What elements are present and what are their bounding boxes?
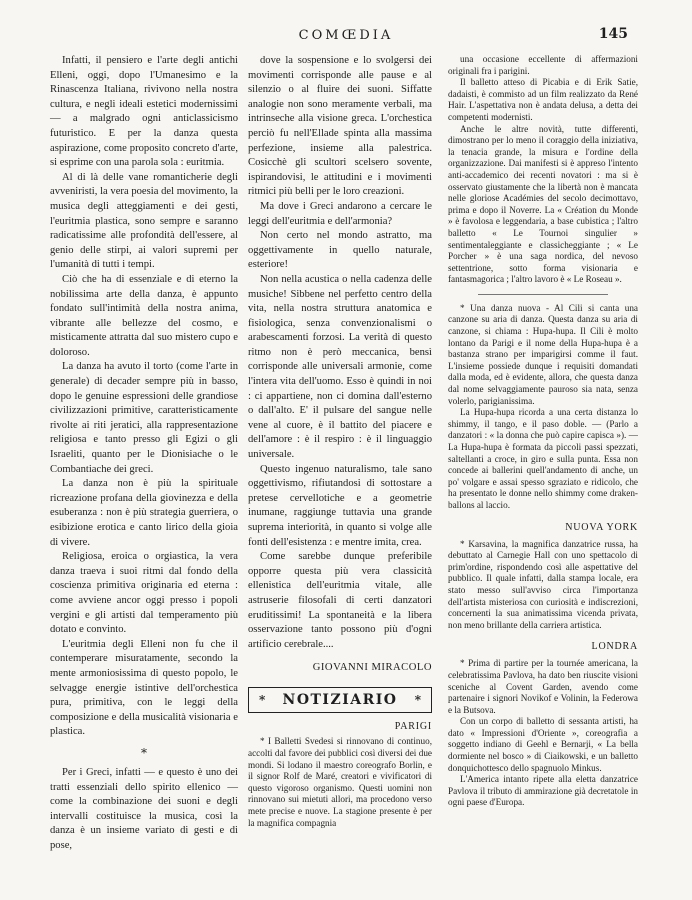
page-header (0, 26, 692, 46)
section-title: NOTIZIARIO (282, 692, 398, 709)
city-heading-new-york: NUOVA YORK (565, 521, 638, 533)
paragraph: Religiosa, eroica o orgiastica, la vera danza traeva i suoi ritmi dal fondo della coscienza primitiva originaria ed eterna : come avviene ancor oggi presso i popoli vergini e gli artisti dal temperamento più dotato e convinto. (50, 551, 238, 636)
paragraph: La danza ha avuto il torto (come l'arte in generale) di decader sempre più in basso, dopo le genuine espressioni delle grandiose civilizzazioni primitive, caratteristicamente rivolte ai riti jeratici, alla rappresentazione religiosa e tanto presso gli Egizi o gli Israeliti, quanto per le Dionisiache o le Combantiache dei greci. (50, 361, 238, 475)
paragraph: Come sarebbe dunque preferibile opporre questa più vera classicità ellenistica dell'euritmia vitale, alle astruserie filosofali di certi danzatori eruditissimi! La spontaneità e la libera osservazione tanto possono più d'ogni artificio cerebrale.... (248, 551, 432, 650)
news-paragraph: * I Balletti Svedesi si rinnovano di continuo, accolti dal favore dei pubblici così diversi dei due mondi. Si lodano il maestro coreografo Borlin, e il signor Rolf de Maré, creatori e vivificatori di questo vigoroso organismo. Questi uomini non rinnovano sui mietuti allori, ma procedono verso mete precise e nuove. La stagione presente è per la magnifica compagnia (248, 736, 432, 828)
paragraph: Ciò che ha di essenziale e di eterno la nobilissima arte della danza, è appunto fondato sull'intimità della nostra anima, vibrante alle bellezze del cosmo, e misticamente attratta dal suo mistero cupo e doloroso. (50, 273, 238, 358)
author-signature: GIOVANNI MIRACOLO (312, 662, 432, 674)
paragraph: L'euritmia degli Elleni non fu che il contemperare misuratamente, secondo la mente armoniosissima di questo popolo, le selvagge energie istintive dell'orchestica pura, primitiva, con le leggi della composizione e della musicalità visionaria e plastica. (50, 638, 238, 738)
notiziario-heading-box (248, 687, 432, 713)
paragraph: Infatti, il pensiero e l'arte degli antichi Elleni, oggi, dopo l'Umanesimo e la Rinascenza Italiana, rivivono nella nostra cultura, e negli ideali estetici modernissimi — a malgrado ogni anticlassicismo futuristico. E per la danza questa aspirazione, come proposito concreto d'arte, si esprime con una parola sola : euritmia. (50, 55, 238, 169)
news-paragraph: * Prima di partire per la tournée americana, la celebratissima Pavlova, ha dato ben riuscite visioni sceniche al Covent Garden, avendo come partenaire i signori Novikof e Volinin, la Federowa e la Butsova. (448, 658, 638, 715)
paragraph: Questo ingenuo naturalismo, tale sano oggettivismo, rifiutandosi di sottostare a pretese cervellotiche e a geometrie inumane, raggiunge tuttavia una grande suprema interiorità, in quanto si volge alle fonti dell'esistenza : e mentre imita, crea. (248, 463, 432, 548)
news-paragraph: La Hupa-hupa ricorda a una certa distanza lo shimmy, il tango, e il paso doble. — (Parlo a danzatori : « la donna che può capire capisca »). — La Hupa-hupa è formata da piccoli passi spezzati, saltellanti a croce, in giro e sulla punta. Essa non concede ai ballerini quell'andamento di anche, un po' volgare e assai spesso sgraziato e ridicolo, che ha presentato le donne nello shimmy come draken-ballons al laccio. (448, 407, 638, 510)
paragraph: una occasione eccellente di affermazioni originali fra i parigini. (448, 54, 638, 76)
paragraph: Ma dove i Greci andarono a cercare le leggi dell'euritmia e dell'armonia? (248, 200, 432, 227)
column-left (50, 54, 238, 853)
paragraph: Il balletto atteso di Picabia e di Erik Satie, dadaisti, è commisto ad un film realizzato da René Hair. L'aspettativa non è andata delusa, a detta dei competenti modernisti. (448, 77, 638, 122)
city-heading-paris: PARIGI (394, 721, 432, 733)
section-separator: * (141, 745, 147, 760)
paragraph: La danza non è più la spirituale ricreazione profana della giovinezza e della esuberanza : non è più strategia guerriera, o esibizione erotica e canto lirico della gioia di vivere. (50, 478, 238, 548)
page-number: 145 (598, 26, 628, 42)
news-paragraph: Con un corpo di balletto di sessanta artisti, ha dato « Impressioni d'Oriente », coreografia a soggetto indiano di Geehl e Bernarji, « La bella dormiente nel bosco » di Ciaikowski, e un balletto donquichottesco dello spagnuolo Minkus. (448, 716, 638, 773)
paragraph: Anche le altre novità, tutte differenti, dimostrano per lo meno il coraggio della iniziativa, la tenacia grande, la misura e l'ordine della organizzazione. Dai manifesti si è appreso l'intento anti-accademico dei recenti novatori : ma si è osservato giustamente che la libertà non è mancata nelle gloriose Académies del secolo decimottavo, prima e dopo il Noverre. La « Création du Monde » è favolosa e leggendaria, a base cubistica ; l'altro balletto « Le Tournoi singulier » sentimentaleggiante e classicheggiante ; « Le Porcher » è una saga nordica, del nevoso settentrione, sotto forma visionaria e fantasmagorica ; l'altro lavoro è « Le Roseau ». (448, 123, 638, 285)
paragraph: dove la sospensione e lo svolgersi dei movimenti corrisponde alle pause e al silenzio o al fluire dei suoni. Siffatte analogie non sono meramente verbali, ma intrinseche alla visione greca. L'orchestica perciò fu nell'Ellade spinta alla massima perfezione, insieme alla palestrica. Cosicchè gli scultori scelsero sovente, ispirandovisi, le attitudini e i movimenti ritmici più belli per le loro creazioni. (248, 55, 432, 198)
news-paragraph: * Una danza nuova - Al Cili si canta una canzone su aria di danza. Questa danza su aria di canzone, si chiama : Hupa-hupa. Il Cili è molto lontano da Parigi e il nome della Hupa-hupa è a bastanza strano per imparigirsi comme il faut. L'insieme possiede dunque i requisiti domandati dalla moda, ed è evidente, allora, che questa danza dal nome selvaggiamente pauroso sia nata, senza volerlo, parigianissima. (448, 302, 638, 406)
column-right (448, 54, 638, 809)
star-icon: * (414, 693, 421, 708)
news-paragraph: L'America intanto ripete alla eletta danzatrice Pavlova il tributo di ammirazione già decretatole in ogni paese d'Europa. (448, 774, 638, 808)
paragraph: Al di là delle vane romanticherie degli avveniristi, la vera poesia del movimento, la musica degli atteggiamenti e dei gesti, l'euritmia plastica, sono sempre e saranno radicatissime alle profondità dell'essere, al genio delle stirpi, ai valori supremi per l'umanità di tutti i tempi. (50, 171, 238, 271)
star-icon: * (259, 693, 266, 708)
running-title: COMŒDIA (298, 28, 394, 43)
news-paragraph: * Karsavina, la magnifica danzatrice russa, ha debuttato al Carnegie Hall con uno spettacolo di prim'ordine, rispondendo così alle aspettative del pubblico. Il quale infatti, dalla stampa locale, era stato messo sull'avviso circa l'importanza dell'artista misteriosa con curiosità e indiscrezioni, concernenti la sua animatissima vicenda privata, non meno brillante della carriera artistica. (448, 538, 638, 630)
paragraph: Non certo nel mondo astratto, ma oggettivamente in quello naturale, esteriore! (248, 230, 432, 271)
paragraph: Non nella acustica o nella cadenza delle musiche! Sibbene nel perfetto centro della vita, nella nostra struttura anatomica e fisiologica, senza convenzionalismi o arabescamenti forzosi. La verità di questo ritmo non è però meccanica, bensì corrisponde alle universali armonie, come l'intera vita dell'uomo. Esso è quindi in noi : ci appartiene, non ci domina dall'esterno o dall'alto. E' il pulsare del sangue nelle vene al cuore, è il battito del piacere e dell'amore : è il respiro : è il linguaggio universale. (248, 273, 432, 461)
paragraph: Per i Greci, infatti — e questo è uno dei tratti essenziali dello spirito ellenico — come la combinazione dei suoni e degli intervalli costituisce la musica, così la danza è un insieme variato di gesti e di pose, (50, 766, 238, 851)
city-heading-london: LONDRA (591, 641, 638, 653)
column-middle (248, 54, 432, 829)
divider (478, 294, 608, 295)
